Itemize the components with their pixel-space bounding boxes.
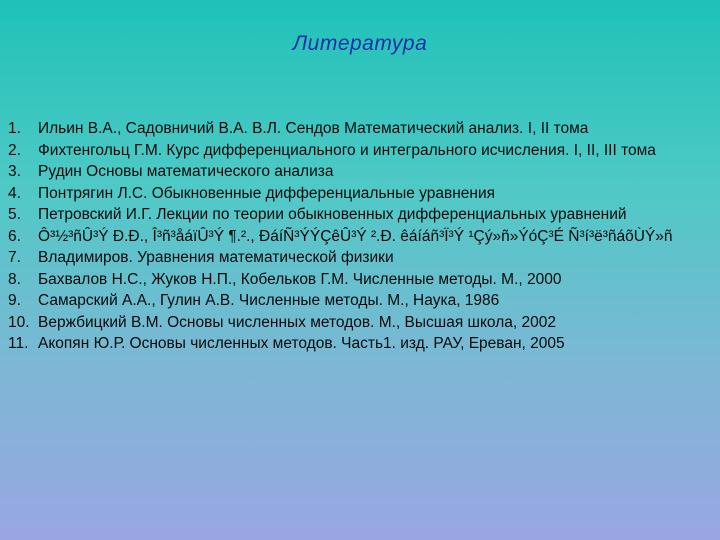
- reference-number: 7.: [8, 249, 21, 266]
- reference-number: 8.: [8, 270, 21, 288]
- reference-number: 2.: [8, 141, 21, 159]
- reference-number: 6.: [8, 227, 21, 245]
- reference-item: [8, 270, 708, 289]
- reference-item: [8, 184, 708, 203]
- reference-item: [8, 248, 708, 267]
- reference-text: Понтрягин Л.С. Обыкновенные дифференциальные уравнения: [38, 184, 496, 202]
- reference-item: [8, 313, 708, 332]
- reference-number: 5.: [8, 206, 21, 223]
- reference-item: [8, 291, 708, 310]
- reference-text: Петровский И.Г. Лекции по теории обыкновенных дифференциальных уравнений: [38, 206, 627, 223]
- slide-title: Литература: [292, 32, 428, 55]
- reference-text: Вержбицкий В.М. Основы численных методов. М., Высшая школа, 2002: [38, 313, 556, 331]
- reference-list: [8, 119, 708, 356]
- reference-text: Бахвалов Н.С., Жуков Н.П., Кобельков Г.М. Численные методы. М., 2000: [38, 270, 562, 288]
- reference-item: [8, 119, 708, 138]
- reference-item: [8, 227, 708, 246]
- reference-text: Рудин Основы математического анализа: [38, 163, 334, 180]
- reference-text: Фихтенгольц Г.М. Курс дифференциального и интегрального исчисления. I, II, III тома: [38, 141, 656, 159]
- reference-text: Акопян Ю.Р. Основы численных методов. Часть1. изд. РАУ, Ереван, 2005: [38, 335, 565, 352]
- reference-item: [8, 205, 708, 224]
- reference-text: Ô³½³ñÛ³Ý Ð.Ð., Î³ñ³åáïÛ³Ý ¶.²., ÐáíÑ³ÝÝÇêÛ³Ý ².Ð. êáíáñ³Ï³Ý ¹Çý»ñ»ÝóÇ³É Ñ³í³ë³ñáõÙÝ»ñ: [38, 227, 673, 245]
- reference-number: 4.: [8, 184, 21, 202]
- reference-item: [8, 141, 708, 160]
- reference-text: Владимиров. Уравнения математической физики: [38, 249, 394, 266]
- reference-number: 3.: [8, 163, 21, 180]
- reference-item: [8, 162, 708, 181]
- reference-number: 10.: [8, 313, 30, 331]
- reference-item: [8, 334, 708, 353]
- reference-number: 11.: [8, 335, 29, 352]
- reference-number: 9.: [8, 292, 21, 309]
- reference-text: Самарский А.А., Гулин А.В. Численные методы. М., Наука, 1986: [38, 292, 500, 309]
- reference-number: 1.: [8, 120, 21, 137]
- reference-text: Ильин В.А., Садовничий В.А. В.Л. Сендов Математический анализ. I, II тома: [38, 120, 589, 137]
